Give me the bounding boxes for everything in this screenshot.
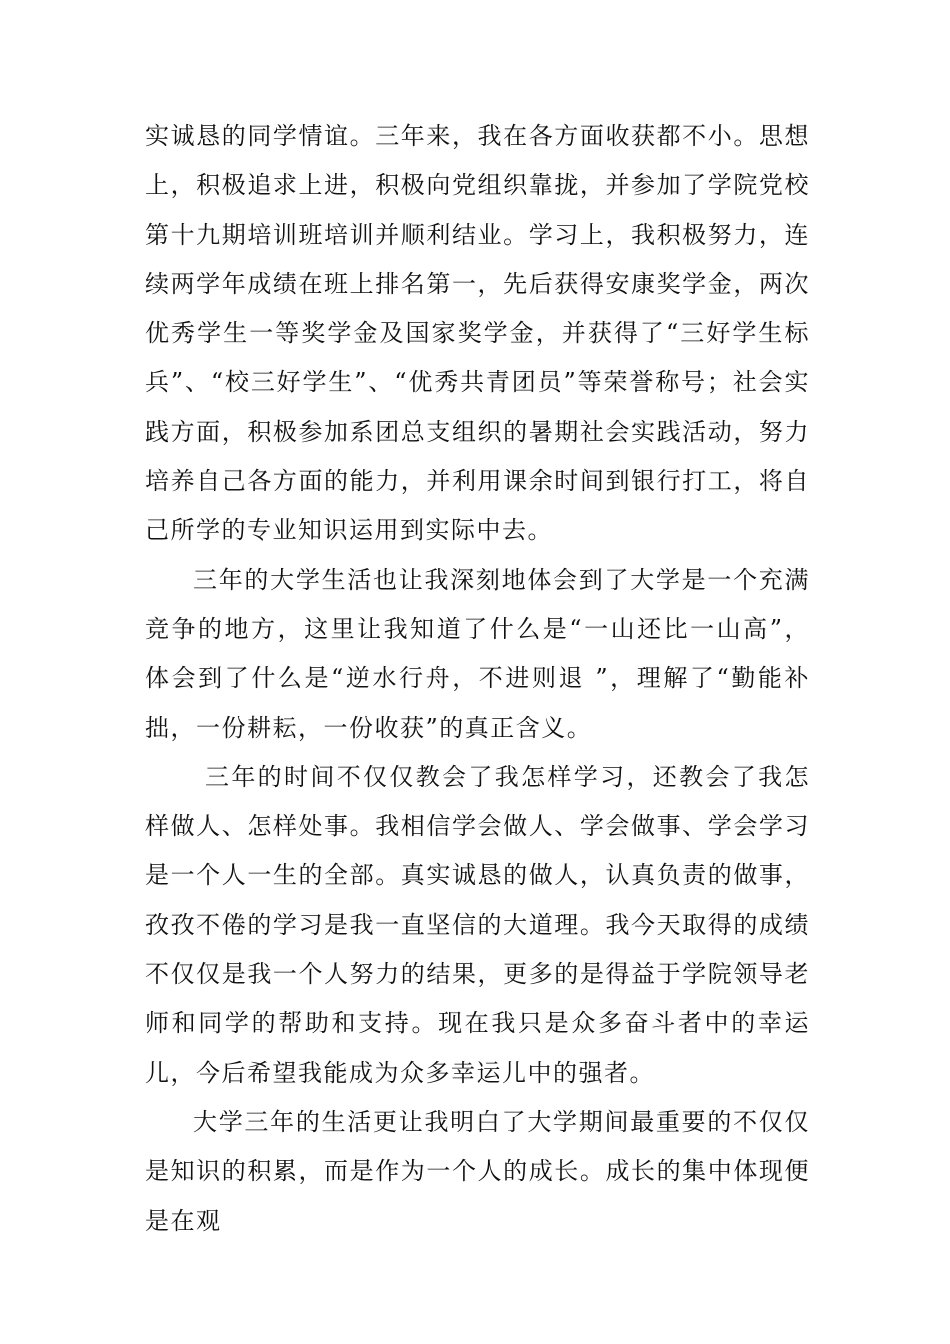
document-body — [145, 112, 810, 1246]
paragraph-continued: 实诚恳的同学情谊。三年来，我在各方面收获都不小。思想上，积极追求上进，积极向党组织靠拢，并参加了学院党校第十九期培训班培训并顺利结业。学习上，我积极努力，连续两学年成绩在班上排名第一，先后获得安康奖学金，两次优秀学生一等奖学金及国家奖学金，并获得了“三好学生标兵”、“校三好学生”、“优秀共青团员”等荣誉称号；社会实践方面，积极参加系团总支组织的暑期社会实践活动，努力培养自己各方面的能力，并利用课余时间到银行打工，将自己所学的专业知识运用到实际中去。 — [145, 122, 810, 545]
paragraph-competition: 三年的大学生活也让我深刻地体会到了大学是一个充满竞争的地方，这里让我知道了什么是“一山还比一山高”，体会到了什么是“逆水行舟，不进则退 ”，理解了“勤能补拙，一份耕耘，一份收获”的真正含义。 — [145, 565, 810, 742]
paragraph-learning: 三年的时间不仅仅教会了我怎样学习，还教会了我怎样做人、怎样处事。我相信学会做人、学会做事、学会学习是一个人一生的全部。真实诚恳的做人，认真负责的做事，孜孜不倦的学习是我一直坚信的大道理。我今天取得的成绩不仅仅是我一个人努力的结果，更多的是得益于学院领导老师和同学的帮助和支持。现在我只是众多奋斗者中的幸运儿，今后希望我能成为众多幸运儿中的强者。 — [145, 762, 810, 1087]
paragraph-growth: 大学三年的生活更让我明白了大学期间最重要的不仅仅是知识的积累，而是作为一个人的成长。成长的集中体现便是在观 — [145, 1107, 810, 1235]
